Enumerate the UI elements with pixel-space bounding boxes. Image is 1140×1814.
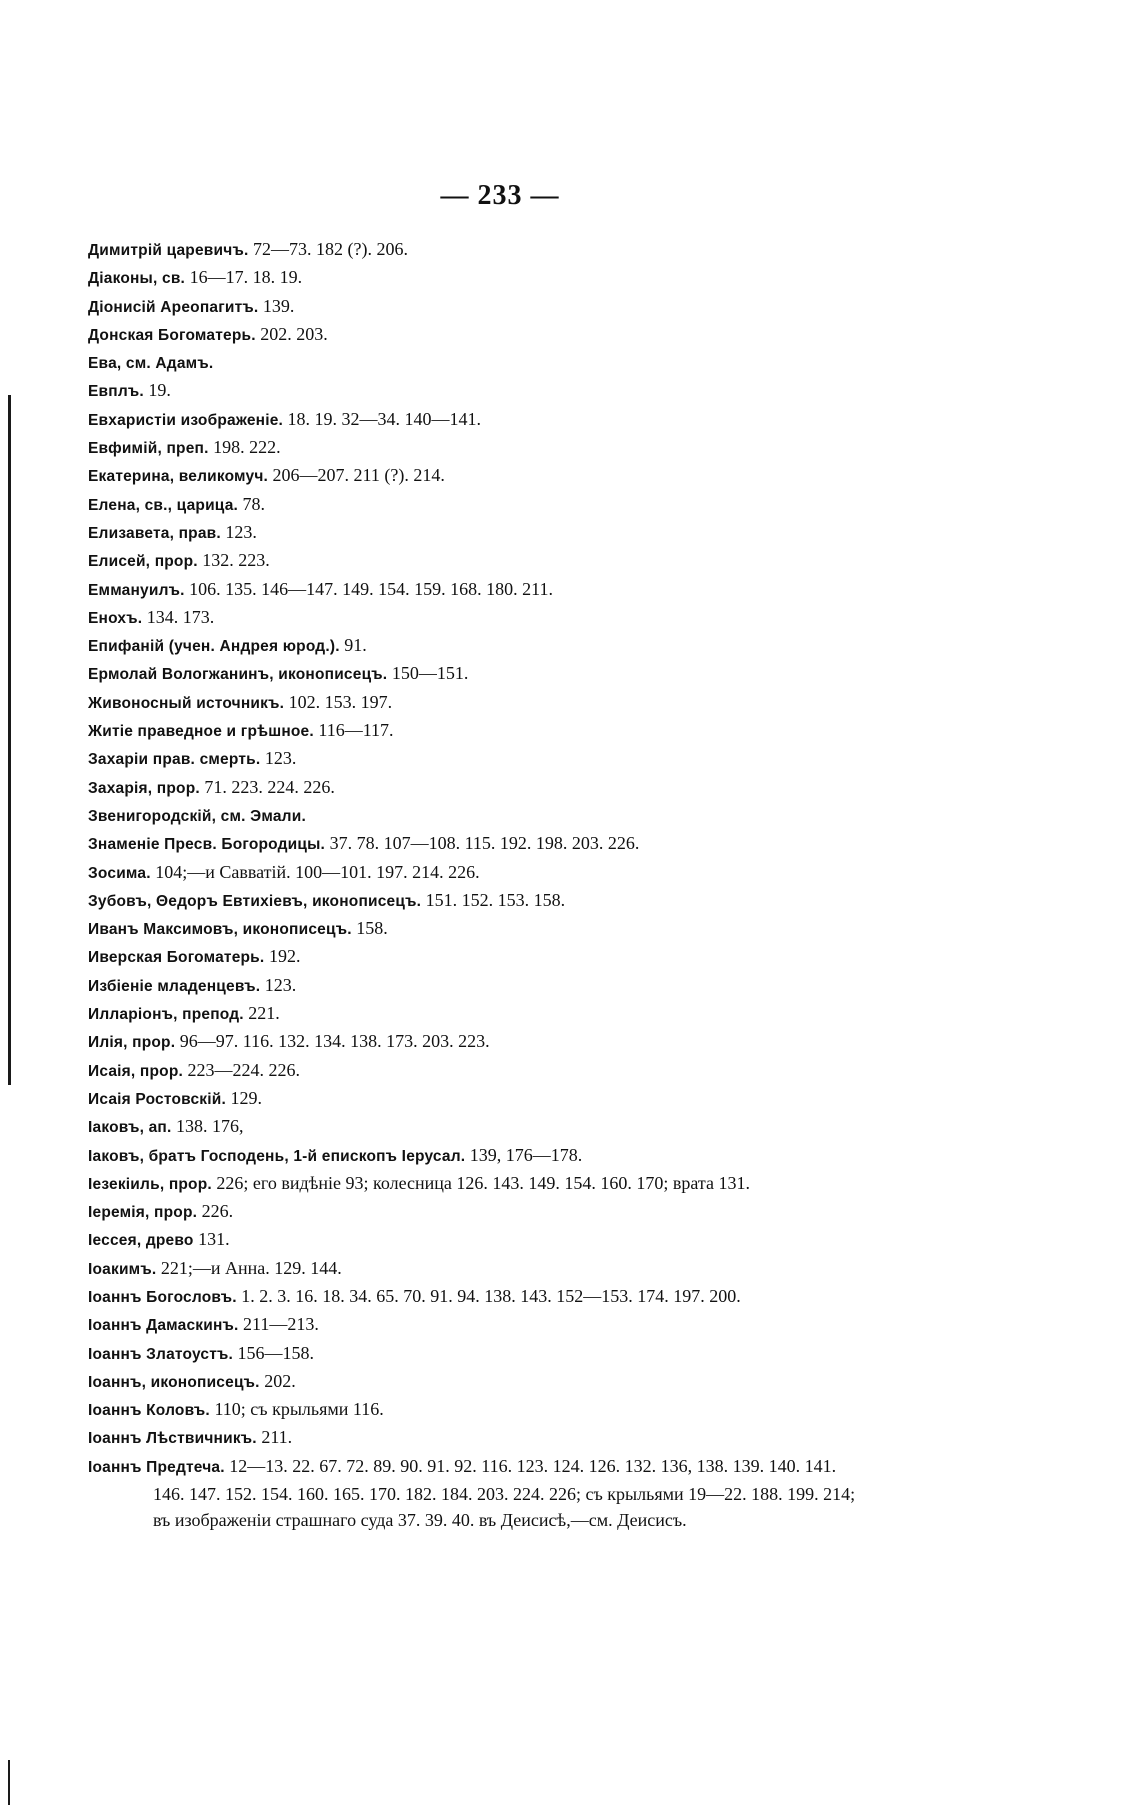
entry-heading: Іоаннъ, иконописецъ. [88, 1373, 260, 1391]
index-entry [88, 1085, 868, 1113]
index-entry [88, 745, 868, 773]
entry-heading: Іеремія, прор. [88, 1204, 198, 1222]
index-entry [88, 774, 868, 802]
entry-heading: Зосима. [88, 864, 151, 882]
entry-heading: Елисей, прор. [88, 553, 198, 571]
index-entry [88, 377, 868, 405]
index-entry [88, 1057, 868, 1085]
entry-page-refs: 226. [201, 1201, 234, 1222]
entry-page-refs: 16—17. 18. 19. [189, 267, 303, 288]
entry-page-refs: 104;—и Савватій. 100—101. 197. 214. 226. [155, 861, 480, 882]
entry-heading: Илларіонъ, препод. [88, 1006, 244, 1024]
entry-heading: Иверская Богоматерь. [88, 949, 265, 967]
index-entry [88, 576, 868, 604]
entry-heading: Димитрій царевичъ. [88, 242, 249, 259]
index-entry [88, 1000, 868, 1028]
entry-heading: Іессея, древо [88, 1232, 194, 1250]
index-entry [88, 972, 868, 1000]
index-entry [88, 434, 868, 462]
entry-page-refs: 221;—и Анна. 129. 144. [160, 1257, 342, 1278]
entry-page-refs: 110; съ крыльями 116. [214, 1399, 384, 1420]
entry-page-refs: 156—158. [237, 1342, 315, 1363]
index-entry [88, 1255, 868, 1283]
index-entry [88, 236, 868, 264]
entry-heading: Діонисій Ареопагитъ. [88, 298, 259, 316]
entry-heading: Іоаннъ Дамаскинъ. [88, 1317, 239, 1335]
index-entry [88, 1453, 868, 1534]
entry-heading: Екатерина, великомуч. [88, 468, 269, 486]
index-entry [88, 915, 868, 943]
entry-heading: Іоаннъ Лѣствичникъ. [88, 1430, 257, 1448]
entry-heading: Іоаннъ Предтеча. [88, 1458, 225, 1476]
entry-heading: Исаія Ростовскій. [88, 1090, 226, 1108]
entry-page-refs: 18. 19. 32—34. 140—141. [287, 408, 482, 429]
entry-page-refs: 206—207. 211 (?). 214. [272, 465, 445, 486]
index-entry [88, 1424, 868, 1452]
entry-page-refs: 78. [242, 493, 266, 514]
entry-heading: Елизавета, прав. [88, 524, 221, 542]
entry-page-refs: 132. 223. [202, 550, 270, 571]
index-entry [88, 1170, 868, 1198]
entry-page-refs: 150—151. [391, 663, 469, 684]
index-entry [88, 632, 868, 660]
index-entry [88, 1028, 868, 1056]
index-entry [88, 1368, 868, 1396]
index-entry [88, 406, 868, 434]
entry-heading: Елена, св., царица. [88, 496, 239, 514]
index-list [88, 236, 868, 1534]
entry-heading: Діаконы, св. [88, 270, 186, 288]
entry-page-refs: 138. 176, [176, 1116, 244, 1137]
entry-page-refs: 1. 2. 3. 16. 18. 34. 65. 70. 91. 94. 138. 143. 152—153. 174. 197. 200. [241, 1285, 741, 1306]
entry-page-refs: 102. 153. 197. [288, 691, 393, 712]
entry-heading: Захаріи прав. смерть. [88, 751, 261, 769]
entry-page-refs: 37. 78. 107—108. 115. 192. 198. 203. 226. [329, 833, 640, 854]
entry-page-refs: 134. 173. [146, 606, 215, 627]
entry-heading: Илія, прор. [88, 1034, 176, 1052]
index-entry [88, 462, 868, 490]
index-entry [88, 293, 868, 321]
entry-heading: Звенигородскій, см. Эмали. [88, 807, 306, 825]
index-entry [88, 519, 868, 547]
entry-page-refs: 202. [264, 1370, 296, 1391]
entry-heading: Ева, см. Адамъ. [88, 355, 214, 373]
index-entry [88, 491, 868, 519]
entry-page-refs: 91. [344, 635, 367, 656]
entry-page-refs: 139. [262, 295, 295, 316]
index-entry [88, 689, 868, 717]
entry-heading: Избіеніе младенцевъ. [88, 977, 261, 995]
entry-heading: Іоаннъ Богословъ. [88, 1288, 237, 1306]
entry-page-refs: 192. [268, 946, 301, 967]
entry-heading: Зубовъ, Θедоръ Евтихіевъ, иконописецъ. [88, 892, 422, 910]
entry-heading: Евфимій, преп. [88, 440, 209, 458]
entry-heading: Іоакимъ. [88, 1260, 157, 1278]
entry-heading: Іаковъ, ап. [88, 1119, 172, 1137]
entry-page-refs: 71. 223. 224. 226. [204, 776, 335, 797]
entry-heading: Іоаннъ Златоустъ. [88, 1345, 234, 1363]
entry-page-refs: 116—117. [318, 720, 394, 741]
index-entry [88, 1142, 868, 1170]
entry-heading: Знаменіе Пресв. Богородицы. [88, 836, 326, 854]
index-entry [88, 547, 868, 575]
entry-page-refs: 158. [356, 918, 388, 939]
index-entry [88, 830, 868, 858]
entry-page-refs: 211. [261, 1427, 293, 1448]
index-entry [88, 1283, 868, 1311]
index-entry [88, 859, 868, 887]
entry-heading: Живоносный источникъ. [88, 694, 285, 712]
entry-page-refs: 123. [264, 748, 297, 769]
index-entry [88, 1311, 868, 1339]
entry-heading: Енохъ. [88, 609, 143, 627]
index-entry [88, 717, 868, 745]
index-entry [88, 1226, 868, 1254]
index-entry [88, 264, 868, 292]
entry-heading: Еммануилъ. [88, 581, 185, 599]
entry-page-refs: 131. [198, 1229, 230, 1250]
entry-page-refs: 211—213. [243, 1314, 319, 1335]
index-entry [88, 604, 868, 632]
entry-heading: Іаковъ, братъ Господень, 1-й епископъ Іерусал. [88, 1147, 466, 1165]
entry-heading: Исаія, прор. [88, 1062, 184, 1080]
entry-heading: Евхаристіи изображеніе. [88, 411, 284, 429]
index-entry [88, 660, 868, 688]
index-entry [88, 802, 868, 830]
entry-heading: Донская Богоматерь. [88, 326, 256, 344]
entry-page-refs: 202. 203. [260, 323, 328, 344]
entry-heading: Іезекіиль, прор. [88, 1175, 212, 1193]
entry-page-refs: 106. 135. 146—147. 149. 154. 159. 168. 180. 211. [189, 578, 553, 599]
entry-heading: Епифаній (учен. Андрея юрод.). [88, 638, 340, 656]
entry-page-refs: 226; его видѣніе 93; колесница 126. 143. 149. 154. 160. 170; врата 131. [216, 1172, 751, 1193]
entry-page-refs: 139, 176—178. [469, 1144, 583, 1165]
entry-heading: Евплъ. [88, 383, 144, 401]
index-entry [88, 1113, 868, 1141]
entry-heading: Житіе праведное и грѣшное. [88, 723, 314, 741]
entry-heading: Захарія, прор. [88, 779, 200, 797]
entry-page-refs: 72—73. 182 (?). 206. [252, 239, 408, 259]
entry-page-refs: 19. [148, 380, 171, 401]
index-entry [88, 887, 868, 915]
entry-page-refs: 198. 222. [213, 437, 281, 458]
index-entry [88, 349, 868, 377]
entry-heading: Іоаннъ Коловъ. [88, 1402, 210, 1420]
entry-page-refs: 96—97. 116. 132. 134. 138. 173. 203. 223. [179, 1031, 490, 1052]
index-entry [88, 321, 868, 349]
index-entry [88, 1396, 868, 1424]
page-number: — 233 — [440, 180, 560, 211]
margin-rule [8, 395, 11, 1085]
index-entry [88, 1198, 868, 1226]
index-entry [88, 943, 868, 971]
entry-page-refs: 151. 152. 153. 158. [425, 889, 566, 910]
entry-heading: Иванъ Максимовъ, иконописецъ. [88, 921, 352, 939]
margin-rule-bottom [8, 1760, 10, 1805]
index-entry [88, 1340, 868, 1368]
entry-page-refs: 12—13. 22. 67. 72. 89. 90. 91. 92. 116. 123. 124. 126. 132. 136, 138. 139. 140. 141. 146. 147. 152. 154. 160. 165. 170. 182. 184. 203. 224. 226; съ крыльями 19—22. 188. 199. 214; въ изображеніи страшнаго суда 37. 39. 40. въ Деисисѣ,—см. Деисисъ. [153, 1455, 856, 1531]
entry-page-refs: 221. [248, 1003, 280, 1024]
entry-page-refs: 123. [264, 974, 297, 995]
entry-heading: Ермолай Вологжанинъ, иконописецъ. [88, 666, 388, 684]
entry-page-refs: 123. [225, 521, 257, 542]
entry-page-refs: 223—224. 226. [187, 1059, 301, 1080]
entry-page-refs: 129. [230, 1087, 262, 1108]
